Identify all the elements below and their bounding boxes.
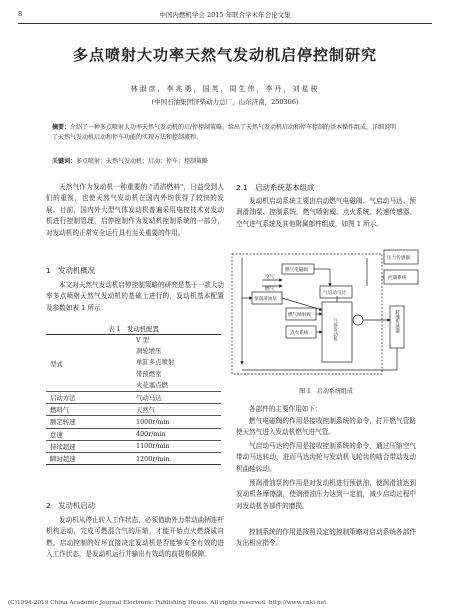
label-gas-valve: 燃气电磁阀 <box>285 268 308 273</box>
keywords-label: 关键词： <box>52 158 77 165</box>
label-air: 空气 <box>265 275 275 280</box>
table-cell: 1000r/min <box>132 416 221 428</box>
keywords-text: 多点喷射；天然气发动机；启动；停车；控制策略 <box>76 158 209 165</box>
table-cell: 涡轮增压 <box>136 347 162 356</box>
table-row <box>46 392 221 404</box>
table-cell: 400r/min <box>132 428 221 440</box>
table-cell: 额定转速 <box>46 416 132 428</box>
table-cell: 天然气 <box>132 404 221 416</box>
abstract-label: 摘要： <box>52 124 71 131</box>
author-list: 林淑彦，李兆勇，国英，周生伟，李丹，刘星骏 <box>130 85 320 93</box>
section-2-heading: 2 发动机启动 <box>46 501 96 510</box>
section-2-paragraph: 发动机从停止转入工作状态，必须借助外力带动曲柄连杆机构运动，完成可燃混合气的压缩，才能开始点火燃烧成自燃。启动控制的好坏直接决定发动机是否能够安全有效的进入工作状态，是发动机运行并输出有效动的前提和保障。 <box>46 516 224 559</box>
table-cell: 持续超速 <box>46 440 132 452</box>
affiliation: (中国石油集团济柴动力总厂，山东济南，250306) <box>151 98 299 106</box>
table-cell: 火花塞点燃 <box>136 380 168 389</box>
gas-valve-paragraph: 燃气电磁阀的作用是接收控制系统的命令，打开燃气管路使天然气进入发动机燃气进气管。 <box>236 417 416 437</box>
table-cell: 型式 <box>46 335 132 392</box>
prelube-paragraph: 预润滑油泵的作用是对发动机进行预供油，使润滑油达到发动机各摩擦副，使润滑油压力达到一定值，减少启动过程中对发动机各部件的磨损。 <box>236 479 416 510</box>
table-cell: 气动马达 <box>132 392 221 404</box>
section-1-paragraph: 本文对天然气发动机启停控制策略的研究是基于一款大功率多点喷射天然气发动机的基础上进行的，发动机基本配置及参数如表 1 所示： <box>46 281 224 312</box>
page-number: 8 <box>18 10 23 18</box>
table-caption: 表 1 发动机配置 <box>108 325 159 333</box>
label-gas: 燃气 <box>265 287 275 292</box>
table-row <box>46 404 221 416</box>
section-2-1-paragraph: 发动机启动系统主要由启动燃气电磁阀、气启动马达、预润滑油泵、控制系统、燃气喷射阀、点火系统、转速传感器、空气进气系统及其他附属部件组成，如图 1 所示。 <box>236 197 416 228</box>
table-cell: 1100r/min <box>132 440 221 452</box>
table-row <box>46 440 221 452</box>
header-rule <box>18 23 432 24</box>
table-cell: V 型 <box>136 336 150 344</box>
startup-system-diagram <box>222 246 422 382</box>
journal-name: 中国内燃机学会 2015 年联合学术年会论文集 <box>159 11 291 19</box>
table-cell: 怠速 <box>46 428 132 440</box>
copyright-footer: (C)1994-2019 China Academic Journal Electronic Publishing House. All rights reserved. http://www.cnki.net <box>8 600 327 606</box>
table-cell: 带预燃室 <box>136 369 162 378</box>
control-system-paragraph: 控制系统的作用是按照设定的控制策略对启动系统各部件发出相应指令。 <box>236 528 416 548</box>
intro-paragraph: 天然气作为发动机一种重要的 "清洁燃料"，日益受到人们的重视，也使天然气发动机在国内外均获得了较快的发展。目前，国内外大型气体发动机普遍采用电控技术对发动机进行控制管理，启停控制作为发动机控制系统的一部分，对发动机的正常安全运行具有至关重要的作用。 <box>46 183 224 237</box>
label-control-system: 控制系统 <box>388 276 407 281</box>
table-row <box>46 416 221 428</box>
label-prelube-pump: 预润滑油泵 <box>254 297 277 302</box>
table-row <box>46 428 221 440</box>
label-engine-body: 气体发动机 <box>332 318 338 341</box>
section-2-1-heading: 2.1 启动系统基本组成 <box>236 183 315 192</box>
label-speed-sensor: 转速传感器 <box>394 310 400 333</box>
abstract-text: 介绍了一种多点喷射大功率天然气发动机的启/停控制策略，给出了天然气发动机启动和停车控制的基本操作组成，详细说明了天然气发动机启动和停车功能的实现方法和控制流程。 <box>52 124 397 141</box>
figure-1-caption: 图 1 启动系统组成 <box>299 388 353 395</box>
abstract <box>52 123 402 143</box>
table-cell: 瞬时超速 <box>50 455 76 464</box>
table-cell: 启动方法 <box>46 392 132 404</box>
table-cell: 1200r/min <box>136 454 170 463</box>
air-motor-paragraph: 气启动马达的作用是接收控制系统的命令，通过压缩空气带动马达转动，进而马达齿轮与发动机飞轮齿的啮合带动发动机曲轴转动。 <box>236 442 416 473</box>
page-header <box>18 10 432 22</box>
label-injector: 燃气喷射阀 <box>288 313 311 318</box>
section-1-heading: 1 发动机概况 <box>46 266 96 275</box>
table-row <box>46 335 221 392</box>
label-air-motor: 气启动马达 <box>323 291 346 296</box>
table-cell: 燃料气 <box>46 404 132 416</box>
components-intro: 各部件的主要作用如下： <box>249 405 322 413</box>
label-ignition: 点火系统 <box>290 331 309 336</box>
figure-1-diagram <box>222 246 422 382</box>
keywords <box>52 156 402 165</box>
label-pressure-sensor: 压力传感器 <box>387 256 410 261</box>
table-cell: 单缸多点喷射 <box>136 358 175 367</box>
paper-title: 多点喷射大功率天然气发动机启停控制研究 <box>72 46 377 64</box>
engine-config-table <box>46 334 221 465</box>
table-row <box>46 452 221 464</box>
